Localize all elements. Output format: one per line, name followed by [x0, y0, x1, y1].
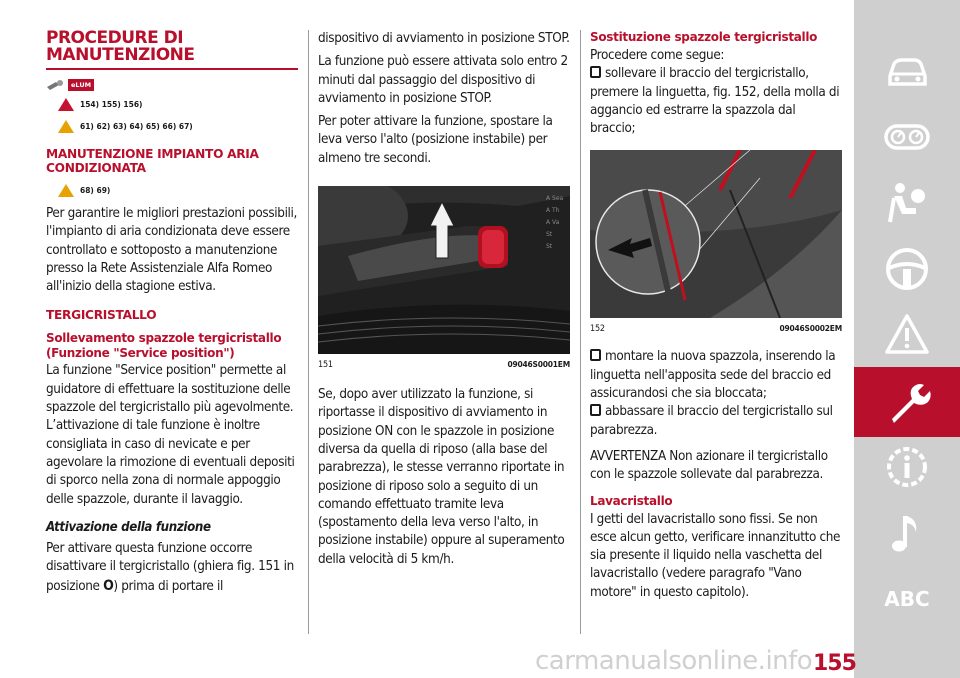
col2-paragraph-2: La funzione può essere attivata solo entro 2 minuti dal passaggio del dispositivo di avviamento in posizione STOP.	[318, 54, 568, 106]
column-divider	[580, 30, 581, 634]
column-1	[46, 30, 298, 596]
page-title-line-1: PROCEDURE DI	[46, 28, 184, 48]
checkbox-bullet-icon	[590, 404, 601, 416]
page-title-line-2: MANUTENZIONE	[46, 45, 195, 65]
wiper-step-2-text: montare la nuova spazzola, inserendo la linguetta nell'apposita sede del braccio ed assicurandosi che sia bloccata;	[590, 349, 836, 402]
sidebar-item-emergency[interactable]	[854, 300, 960, 370]
page-number: 155	[813, 651, 856, 676]
aircon-refs	[58, 184, 298, 197]
elum-row	[46, 79, 298, 91]
warning-refs-red	[58, 98, 298, 111]
figure-label-4: St	[546, 231, 553, 239]
checkbox-bullet-icon	[590, 66, 601, 78]
wiper-step-2	[590, 348, 842, 403]
wiper-step-1-text: sollevare il braccio del tergicristallo, premere la linguetta, fig. 152, della molla di aggancio ed estrarre la spazzola dal braccio;	[590, 66, 840, 137]
column-2	[318, 30, 570, 569]
wiper-replace-title: Sostituzione spazzole tergicristallo	[590, 30, 818, 44]
activation-title: Attivazione della funzione	[46, 519, 211, 535]
wiper-lever-illustration	[318, 186, 570, 354]
warning-refs-yellow	[58, 120, 298, 133]
wrench-icon	[882, 377, 932, 427]
subsection-title-service-position	[46, 331, 298, 361]
elum-badge: eLUM	[68, 79, 94, 91]
warning-refs-yellow-text: 61) 62) 63) 64) 65) 66) 67)	[80, 122, 193, 131]
subsection-line-1: Sollevamento spazzole tergicristallo	[46, 331, 282, 346]
wiper-warning: AVVERTENZA Non azionare il tergicristallo con le spazzole sollevate dal parabrezza.	[590, 448, 828, 483]
sidebar-item-multimedia[interactable]	[854, 498, 960, 568]
figure-label-2: A Th	[546, 207, 560, 215]
sidebar-item-dashboard[interactable]	[854, 102, 960, 172]
figure-152-image	[590, 150, 842, 318]
washer-title: Lavacristallo	[590, 493, 673, 508]
column-3	[590, 30, 842, 602]
chapter-sidebar	[854, 0, 960, 678]
washer-paragraph: I getti del lavacristallo sono fissi. Se non esce alcun getto, verificare innanzitutto che sia presente il liquido nella vaschetta del lavacristallo (vedere paragrafo "Vano motore" in questo capitolo).	[590, 511, 841, 600]
aircon-paragraph: Per garantire le migliori prestazioni possibili, l'impianto di aria condizionata deve essere controllato e sottoposto a manutenzione presso la Rete Assistenziale Alfa Romeo all'inizio della stagione estiva.	[46, 206, 298, 295]
activation-paragraph	[46, 540, 298, 596]
section-title-aircon	[46, 147, 298, 175]
section-title-wipers: TERGICRISTALLO	[46, 308, 157, 323]
tool-icon	[46, 79, 64, 91]
activation-text-a: Per attivare questa funzione occorre disattivare il tergicristallo (ghiera	[46, 541, 253, 575]
col2-paragraph-1: dispositivo di avviamento in posizione STOP.	[318, 31, 570, 46]
col2-paragraph-3: Per poter attivare la funzione, spostare la leva verso l'alto (posizione instabile) per almeno tre secondi.	[318, 114, 553, 166]
column-divider	[308, 30, 309, 634]
service-position-paragraph: La funzione "Service position" permette al guidatore di effettuare la sostituzione delle spazzole del tergicristallo più agevolmente. L’attivazione di tale funzione è inoltre consigliata in caso di nevicate e per agevolare la rimozione di eventuali depositi di sporco nella zona di normale appoggio delle spazzole, durante il lavaggio.	[46, 363, 295, 507]
section-title-aircon-line-1: MANUTENZIONE IMPIANTO ARIA	[46, 147, 259, 161]
steering-wheel-icon	[882, 244, 932, 294]
activation-text-b: fig. 151 in posizione	[46, 559, 294, 594]
figure-152-caption	[590, 324, 842, 334]
caution-triangle-icon	[58, 120, 74, 133]
sidebar-item-safety[interactable]	[854, 168, 960, 238]
aircon-refs-text: 68) 69)	[80, 186, 111, 195]
sidebar-item-index[interactable]	[854, 564, 960, 634]
info-icon	[882, 442, 932, 492]
wiper-step-1	[590, 65, 842, 138]
airbag-seat-icon	[882, 178, 932, 228]
figure-151-number: 151	[318, 360, 333, 371]
wiper-step-3	[590, 403, 842, 440]
title-rule	[46, 68, 298, 70]
figure-151-code: 09046S0001EM	[507, 360, 570, 370]
section-title-aircon-line-2: CONDIZIONATA	[46, 161, 146, 175]
danger-triangle-icon	[58, 98, 74, 111]
col2-paragraph-4: Se, dopo aver utilizzato la funzione, si riportasse il dispositivo di avviamento in posizione ON con le spazzole in posizione diversa da quella di riposo (alla base del parabrezza), le stesse verranno riportate in posizione di riposo solo a seguito di un comando effettuato tramite leva (spostamento della leva verso l'alto, in posizione instabile) oppure al superamento della velocità di 5 km/h.	[318, 387, 565, 567]
warning-refs-red-text: 154) 155) 156)	[80, 100, 143, 109]
wiper-step-3-text: abbassare il braccio del tergicristallo sul parabrezza.	[590, 404, 833, 438]
checkbox-bullet-icon	[590, 349, 601, 361]
music-note-icon	[882, 508, 932, 558]
page-title	[46, 30, 298, 64]
figure-label-3: A Va	[546, 219, 560, 227]
sidebar-item-driving[interactable]	[854, 234, 960, 304]
wiper-replace-intro: Procedere come segue:	[590, 48, 725, 63]
abc-index-label: ABC	[884, 587, 930, 611]
caution-triangle-icon	[58, 184, 74, 197]
sidebar-item-car[interactable]	[854, 36, 960, 106]
figure-label-1: A Sea	[546, 195, 564, 203]
car-icon	[882, 46, 932, 96]
figure-152-number: 152	[590, 324, 605, 335]
sidebar-item-technical-data[interactable]	[854, 432, 960, 502]
figure-152-code: 09046S0002EM	[779, 324, 842, 334]
sidebar-item-maintenance[interactable]	[854, 367, 960, 437]
wiper-blade-illustration	[590, 150, 842, 318]
figure-label-5: St	[546, 243, 553, 251]
warning-triangle-icon	[882, 310, 932, 360]
subsection-line-2: (Funzione "Service position")	[46, 346, 235, 361]
figure-151-image	[318, 186, 570, 354]
activation-position-o: O	[103, 577, 114, 594]
figure-151-caption	[318, 360, 570, 370]
watermark: carmanualsonline.info	[535, 646, 813, 676]
activation-text-c: ) prima di portare il	[113, 578, 223, 594]
dashboard-gauges-icon	[882, 112, 932, 162]
